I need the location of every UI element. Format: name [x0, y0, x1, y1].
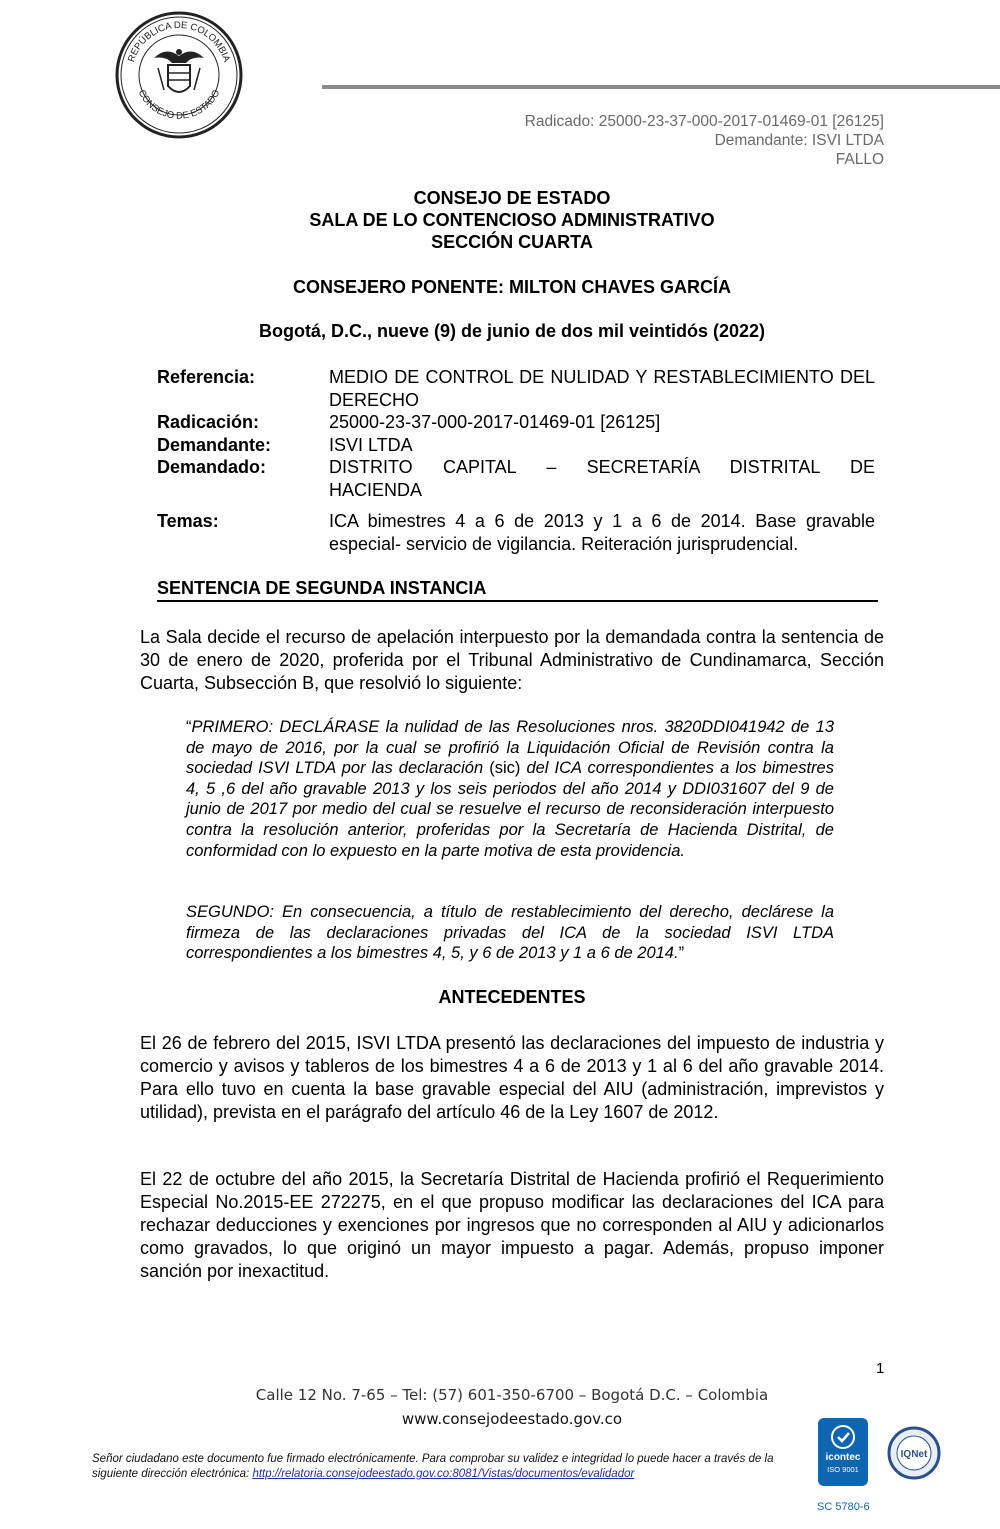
quote1-part-b: del ICA correspondientes a los bimestres 4, 5 ,6 del año gravable 2013 y los seis periodos del año 2014 y DDI031607 del 9 de junio de 2017 por medio del cual se resuelve el recurso de reconsideración interpuesto contra la resolución anterior, proferidas por la Secretaría de Hacienda Distrital, de conformidad con lo expuesto en la parte motiva de esta providencia.	[186, 759, 834, 860]
demandado-label: Demandado:	[157, 457, 267, 477]
radicacion-label: Radicación:	[157, 412, 260, 432]
temas-label: Temas:	[157, 511, 219, 531]
validation-link[interactable]: http://relatoria.consejodeestado.gov.co:8081/Vistas/documentos/evalidador	[252, 1468, 635, 1480]
temas-value: ICA bimestres 4 a 6 de 2013 y 1 a 6 de 2014. Base gravable especial- servicio de vigilancia. Reiteración jurisprudencial.	[329, 511, 875, 554]
svg-text:CONSEJO DE ESTADO: CONSEJO DE ESTADO	[135, 88, 223, 122]
institution-line-1: CONSEJO DE ESTADO	[413, 188, 611, 208]
consejero-ponente: CONSEJERO PONENTE: MILTON CHAVES GARCÍA	[292, 277, 732, 297]
svg-text:IQNet: IQNet	[900, 1449, 928, 1460]
page-number: 1	[876, 1360, 885, 1377]
referencia-row	[157, 366, 875, 411]
header-metadata	[525, 112, 884, 169]
antecedentes-paragraph-1: El 26 de febrero del 2015, ISVI LTDA presentó las declaraciones del impuesto de industria y comercio y avisos y tableros de los bimestres 4 a 6 de 2013 y 1 al 6 del año gravable 2014. Para ello tuvo en cuenta la base gravable especial del AIU (administración, imprevistos y utilidad), prevista en el parágrafo del artículo 46 de la Ley 1607 de 2012.	[140, 1033, 884, 1122]
quote2-text: SEGUNDO: En consecuencia, a título de restablecimiento del derecho, declárese la firmeza de las declaraciones privadas del ICA de la sociedad ISVI LTDA correspondientes a los bimestres 4, 5, y 6 de 2013 y 1 a 6 de 2014.	[186, 903, 834, 963]
quoted-resolution-primero	[186, 717, 834, 861]
antecedentes-paragraph-2: El 22 de octubre del año 2015, la Secretaría Distrital de Hacienda profirió el Requerimiento Especial No.2015-EE 272275, en el que propuso modificar las declaraciones del ICA para rechazar deducciones y exenciones por ingresos que no corresponden al AIU y adicionarlos como gravados, lo que originó un mayor impuesto a pagar. Además, propuso imponer sanción por inexactitud.	[140, 1169, 884, 1281]
electronic-signature-notice	[92, 1452, 804, 1482]
svg-text:REPÚBLICA DE COLOMBIA: REPÚBLICA DE COLOMBIA	[126, 19, 232, 64]
notice-text: Señor ciudadano este documento fue firmado electrónicamente. Para comprobar su validez e integridad lo puede hacer a través de la siguiente dirección electrónica:	[92, 1453, 774, 1480]
icontec-label: icontec	[825, 1452, 861, 1463]
demandado-value-line-2: HACIENDA	[329, 479, 423, 500]
quoted-resolution-segundo	[186, 902, 834, 964]
sentencia-heading: SENTENCIA DE SEGUNDA INSTANCIA	[157, 578, 878, 602]
document-date: Bogotá, D.C., nueve (9) de junio de dos mil veintidós (2022)	[258, 321, 766, 341]
demandado-value-line-1: DISTRITO CAPITAL – SECRETARÍA DISTRITAL DE	[329, 457, 875, 477]
document-type: FALLO	[835, 151, 884, 168]
footer-website: www.consejodeestado.gov.co	[401, 1410, 623, 1428]
institution-line-2: SALA DE LO CONTENCIOSO ADMINISTRATIVO	[309, 210, 715, 230]
footer-address: Calle 12 No. 7-65 – Tel: (57) 601-350-6700 – Bogotá D.C. – Colombia	[255, 1386, 769, 1404]
sc-certificate-number: SC 5780-6	[817, 1501, 870, 1513]
intro-paragraph: La Sala decide el recurso de apelación interpuesto por la demandada contra la sentencia de 30 de enero de 2020, proferida por el Tribunal Administrativo de Cundinamarca, Sección Cuarta, Subsección B, que resolvió lo siguiente:	[140, 627, 884, 693]
institution-heading	[140, 187, 884, 253]
sic-note: (sic)	[483, 759, 527, 778]
demandante-value: ISVI LTDA	[329, 434, 413, 455]
antecedentes-heading: ANTECEDENTES	[438, 987, 586, 1007]
radicado-line: Radicado: 25000-23-37-000-2017-01469-01 [26125]	[524, 113, 884, 130]
demandante-line: Demandante: ISVI LTDA	[714, 132, 884, 149]
temas-row	[157, 510, 875, 555]
demandante-row	[157, 434, 875, 457]
consejo-de-estado-seal	[114, 8, 244, 142]
quote-open-mark: “	[186, 718, 192, 736]
icontec-mark-icon	[828, 1424, 858, 1450]
reference-block	[157, 366, 875, 555]
referencia-label: Referencia:	[157, 367, 256, 387]
radicacion-row	[157, 411, 875, 434]
iqnet-certification-logo	[887, 1426, 941, 1480]
iso-label: ISO 9001	[827, 1465, 859, 1474]
quote1-part-a: PRIMERO: DECLÁRASE la nulidad de las Resoluciones nros. 3820DDI041942 de 13 de mayo de 2016, por la cual se profirió la Liquidación Oficial de Revisión contra la sociedad ISVI LTDA por las declaración	[186, 718, 834, 778]
icontec-certification-logo	[818, 1418, 868, 1486]
demandado-value	[329, 456, 875, 501]
quote-close-mark: ”	[678, 944, 685, 963]
institution-line-3: SECCIÓN CUARTA	[431, 232, 593, 252]
header-rule	[322, 85, 1000, 89]
radicacion-value: 25000-23-37-000-2017-01469-01 [26125]	[329, 412, 661, 432]
referencia-value: MEDIO DE CONTROL DE NULIDAD Y RESTABLECIMIENTO DEL DERECHO	[329, 367, 875, 410]
demandado-row	[157, 456, 875, 501]
demandante-label: Demandante:	[157, 434, 272, 455]
